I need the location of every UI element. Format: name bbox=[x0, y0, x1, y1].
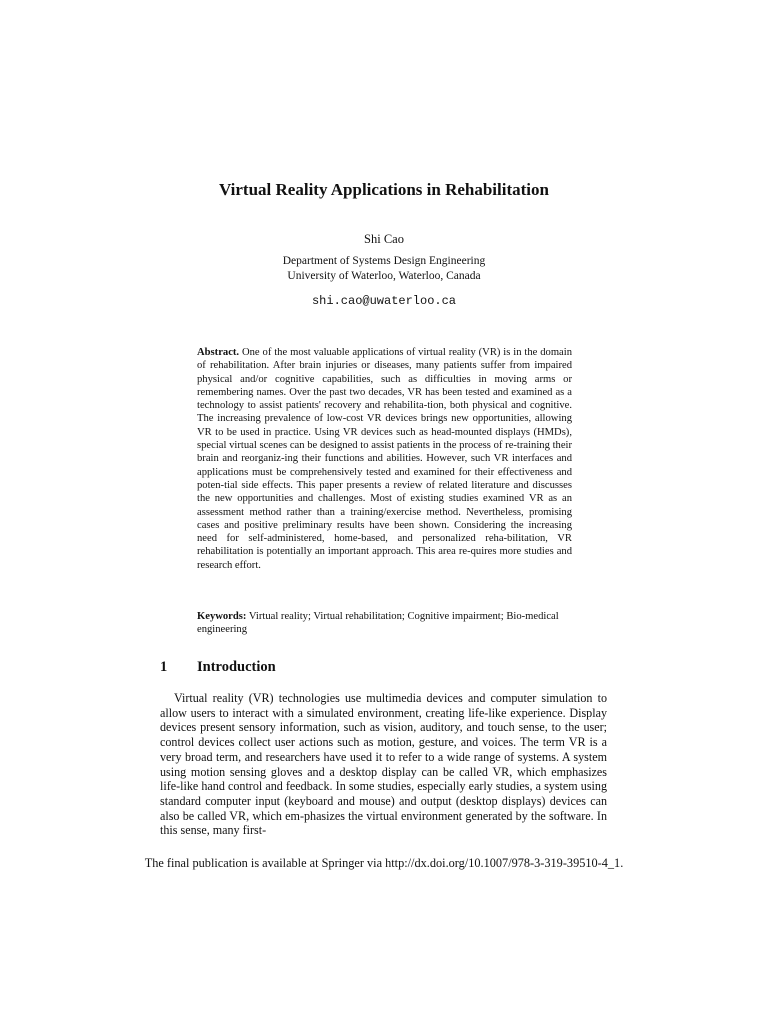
section-heading bbox=[160, 659, 276, 676]
affiliation bbox=[0, 254, 768, 284]
affiliation-department: Department of Systems Design Engineering bbox=[282, 255, 486, 267]
section-title: Introduction bbox=[197, 659, 276, 675]
keywords-text: Virtual reality; Virtual rehabilitation; Cognitive impairment; Bio-medical engineering bbox=[197, 611, 559, 636]
author-name: Shi Cao bbox=[364, 232, 404, 246]
keywords bbox=[197, 610, 572, 637]
author-email: shi.cao@uwaterloo.ca bbox=[311, 294, 457, 308]
affiliation-university: University of Waterloo, Waterloo, Canada bbox=[287, 270, 481, 282]
keywords-label: Keywords: bbox=[197, 611, 247, 622]
paper-title: Virtual Reality Applications in Rehabilitation bbox=[219, 180, 549, 199]
section-number: 1 bbox=[160, 659, 168, 675]
abstract-label: Abstract. bbox=[197, 347, 240, 358]
abstract-text: One of the most valuable applications of virtual reality (VR) is in the domain of rehabilitation. After brain injuries or diseases, many patients suffer from impaired physical and/or cognitive capabilities, such as difficulties in moving arms or remembering names. Over the past two decades, VR has been tested and examined as a technology to assist patients' recovery and rehabilita-tion, both physical and cognitive. The increasing prevalence of low-cost VR devices brings new opportunities, allowing VR to be used in practice. Using VR devices such as head-mounted displays (HMDs), special virtual scenes can be designed to assist patients in the process of re-training their brain and reorganiz-ing their functions and abilities. However, such VR interfaces and applications must be comprehensively tested and examined for their effectiveness and poten-tial side effects. This paper presents a review of related literature and discusses the new opportunities and challenges. Most of existing studies examined VR as an assessment method rather than a training/exercise method. Nevertheless, promising cases and positive preliminary results have been shown. Considering the increasing need for self-administered, home-based, and personalized reha-bilitation, VR rehabilitation is potentially an important approach. This area re-quires more studies and research effort. bbox=[197, 347, 573, 571]
publication-footer: The final publication is available at Springer via http://dx.doi.org/10.1007/978-3-319-39510-4_1. bbox=[144, 856, 624, 870]
abstract bbox=[197, 346, 572, 572]
intro-paragraph: Virtual reality (VR) technologies use multimedia devices and computer simulation to allow users to interact with a simulated environment, creating life-like experience. Display devices present sensory information, such as vision, auditory, and touch sense, to the user; control devices collect user actions such as motion, gesture, and voices. The term VR is a very broad term, and researchers have used it to refer to a wide range of systems. A system using motion sensing gloves and a desktop display can be called VR, which emphasizes life-like hand control and feedback. In some studies, especially early studies, a system using standard computer input (keyboard and mouse) and output (desktop displays) devices can also be called VR, which em-phasizes the virtual environment generated by the software. In this sense, many first- bbox=[160, 691, 607, 838]
